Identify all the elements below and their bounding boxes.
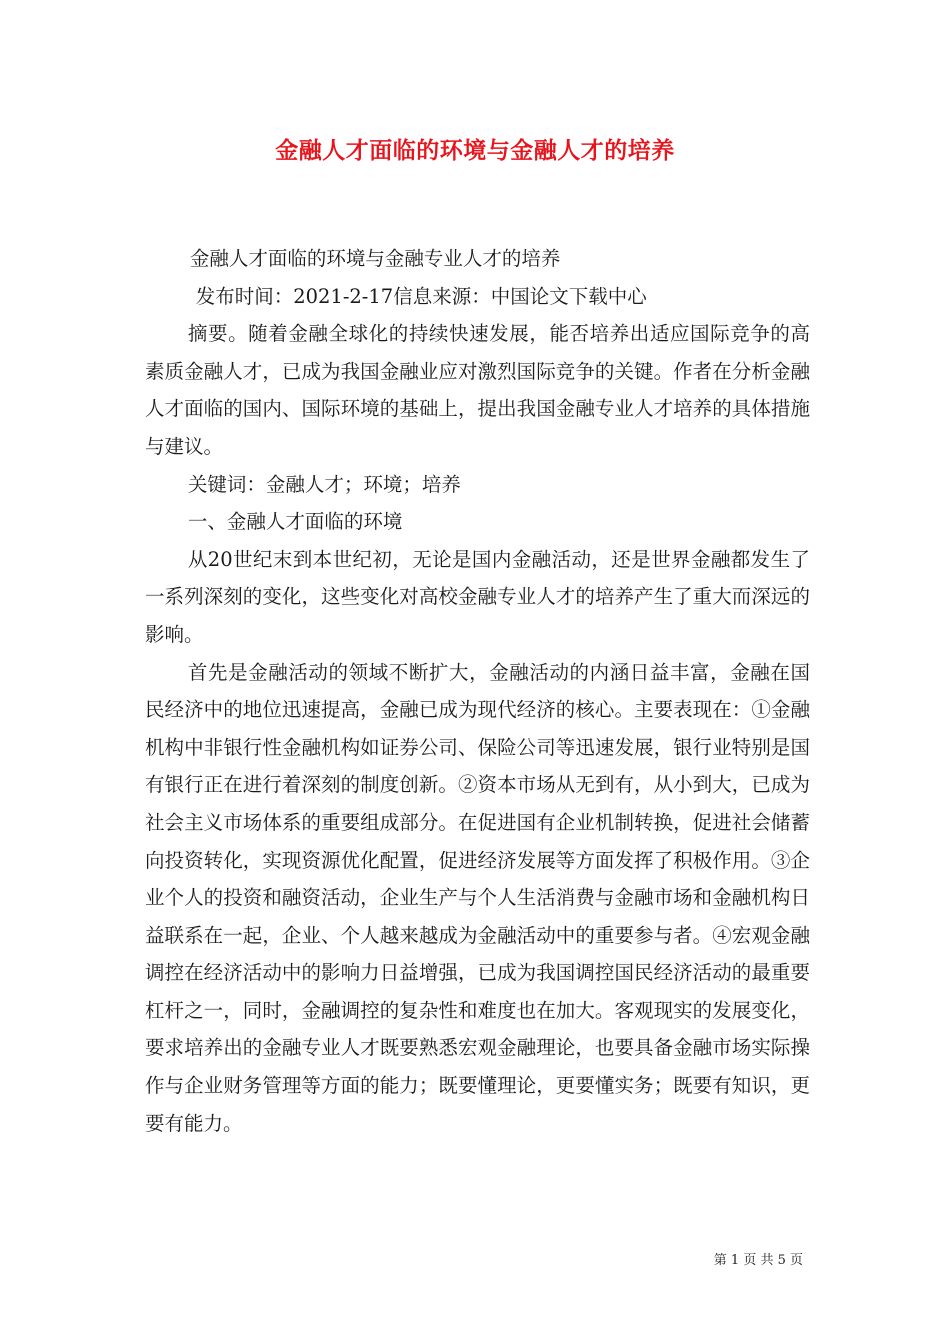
article-subtitle: 金融人才面临的环境与金融专业人才的培养: [189, 247, 561, 270]
page-number: 第 1 页 共 5 页: [713, 1253, 803, 1268]
keywords-line: 关键词：金融人才；环境；培养: [187, 472, 461, 496]
publish-info: 发布时间：2021-2-17信息来源：中国论文下载中心: [195, 284, 647, 308]
document-body: [145, 240, 810, 1142]
body-paragraph-2: 首先是金融活动的领域不断扩大，金融活动的内涵日益丰富，金融在国民经济中的地位迅速提高，金融已成为现代经济的核心。主要表现在：①金融机构中非银行性金融机构如证券公司、保险公司等迅速发展，银行业特别是国有银行正在进行着深刻的制度创新。②资本市场从无到有，从小到大，已成为社会主义市场体系的重要组成部分。在促进国有企业机制转换，促进社会储蓄向投资转化，实现资源优化配置，促进经济发展等方面发挥了积极作用。③企业个人的投资和融资活动，企业生产与个人生活消费与金融市场和金融机构日益联系在一起，企业、个人越来越成为金融活动中的重要参与者。④宏观金融调控在经济活动中的影响力日益增强，已成为我国调控国民经济活动的最重要杠杆之一，同时，金融调控的复杂性和难度也在加大。客观现实的发展变化，要求培养出的金融专业人才既要熟悉宏观金融理论，也要具备金融市场实际操作与企业财务管理等方面的能力；既要懂理论，更要懂实务；既要有知识，更要有能力。: [145, 660, 810, 1135]
section-heading: 一、金融人才面临的环境: [187, 510, 403, 534]
document-title: 金融人才面临的环境与金融人才的培养: [275, 137, 675, 164]
body-paragraph-1: 从20世纪末到本世纪初，无论是国内金融活动，还是世界金融都发生了一系列深刻的变化，这些变化对高校金融专业人才的培养产生了重大而深远的影响。: [145, 547, 810, 646]
abstract-paragraph: 摘要。随着金融全球化的持续快速发展，能否培养出适应国际竞争的高素质金融人才，已成为我国金融业应对激烈国际竞争的关键。作者在分析金融人才面临的国内、国际环境的基础上，提出我国金融专业人才培养的具体措施与建议。: [145, 322, 810, 458]
